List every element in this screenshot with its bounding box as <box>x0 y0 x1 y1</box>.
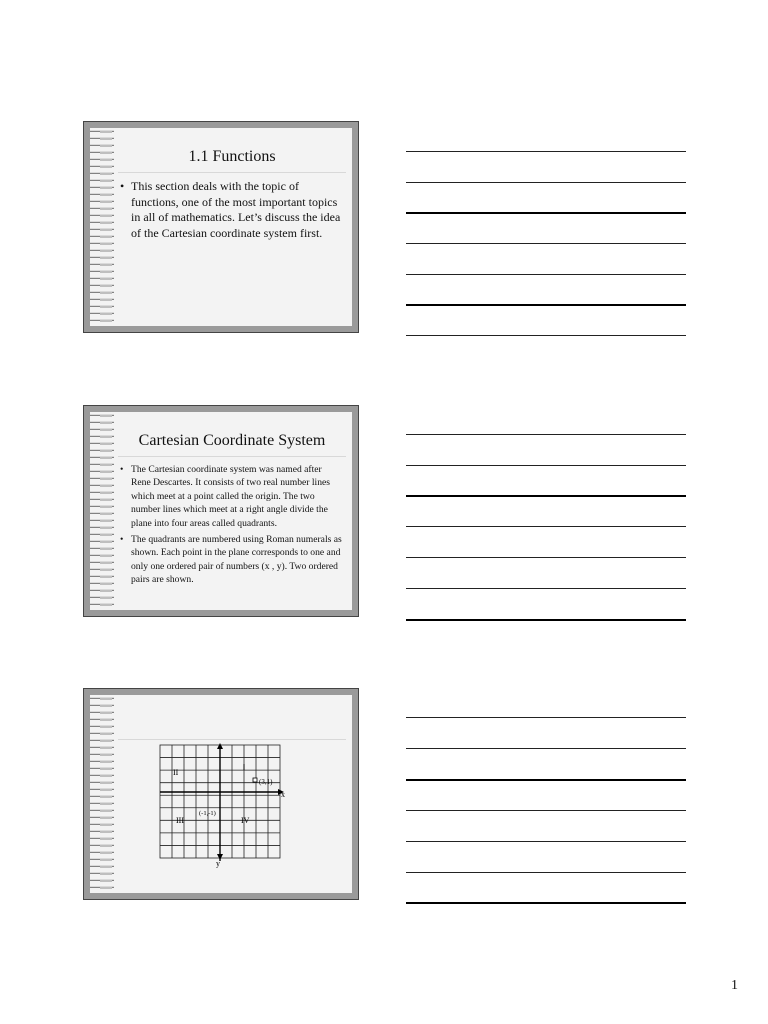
coordinate-plane-graph <box>90 695 354 895</box>
x-axis-label: x <box>281 790 285 799</box>
spiral-binding-icon <box>90 128 114 326</box>
page-number: 1 <box>731 978 738 993</box>
point-label-neg1-neg1: (-1,-1) <box>199 810 216 817</box>
note-line <box>406 434 686 435</box>
note-line <box>406 465 686 466</box>
note-line <box>406 274 686 275</box>
slide-2-title-rule <box>118 456 346 457</box>
note-line <box>406 619 686 621</box>
slide-1-title-rule <box>118 172 346 173</box>
note-line <box>406 717 686 718</box>
point-marker-3-1 <box>253 778 257 782</box>
note-line <box>406 526 686 527</box>
quadrant-label-iii: III <box>176 816 184 825</box>
note-line <box>406 557 686 558</box>
slide-2-bullet: • The quadrants are numbered using Roman numerals as shown. Each point in the plane corresponds to one and only one ordered pair of numbers (x , y). Two ordered pairs are shown. <box>120 533 342 587</box>
note-line <box>406 151 686 152</box>
slide-2-title: Cartesian Coordinate System <box>138 432 326 449</box>
note-line <box>406 243 686 244</box>
note-line <box>406 841 686 842</box>
slide-1-body <box>90 128 352 326</box>
note-line <box>406 872 686 873</box>
note-line <box>406 182 686 183</box>
note-line <box>406 335 686 336</box>
note-line <box>406 902 686 904</box>
spiral-binding-icon <box>90 412 114 610</box>
slide-1-bullet: • This section deals with the topic of functions, one of the most important topics in all of mathematics. Let’s discuss the idea of the Cartesian coordinate system first. <box>120 179 342 241</box>
note-line <box>406 810 686 811</box>
note-line <box>406 304 686 306</box>
slide-1-bullets <box>120 179 342 241</box>
slide-1 <box>83 121 359 333</box>
note-line <box>406 588 686 589</box>
y-axis-arrow-icon <box>217 743 223 749</box>
note-line <box>406 212 686 214</box>
note-line <box>406 495 686 497</box>
slide-2-bullets <box>120 463 342 587</box>
slide-3-body <box>90 695 352 893</box>
slide-2-bullet: • The Cartesian coordinate system was named after Rene Descartes. It consists of two real number lines which meet at a point called the origin. The two number lines which meet at a right angle divide the plane into four areas called quadrants. <box>120 463 342 530</box>
quadrant-label-iv: IV <box>241 816 250 825</box>
note-line <box>406 748 686 749</box>
slide-2 <box>83 405 359 617</box>
quadrant-label-ii: II <box>173 768 179 777</box>
y-axis-label: y <box>216 859 220 868</box>
point-label-3-1: (3,1) <box>259 778 273 786</box>
slide-1-title: 1.1 Functions <box>188 148 276 165</box>
note-line <box>406 779 686 781</box>
slide-2-body <box>90 412 352 610</box>
slide-3 <box>83 688 359 900</box>
